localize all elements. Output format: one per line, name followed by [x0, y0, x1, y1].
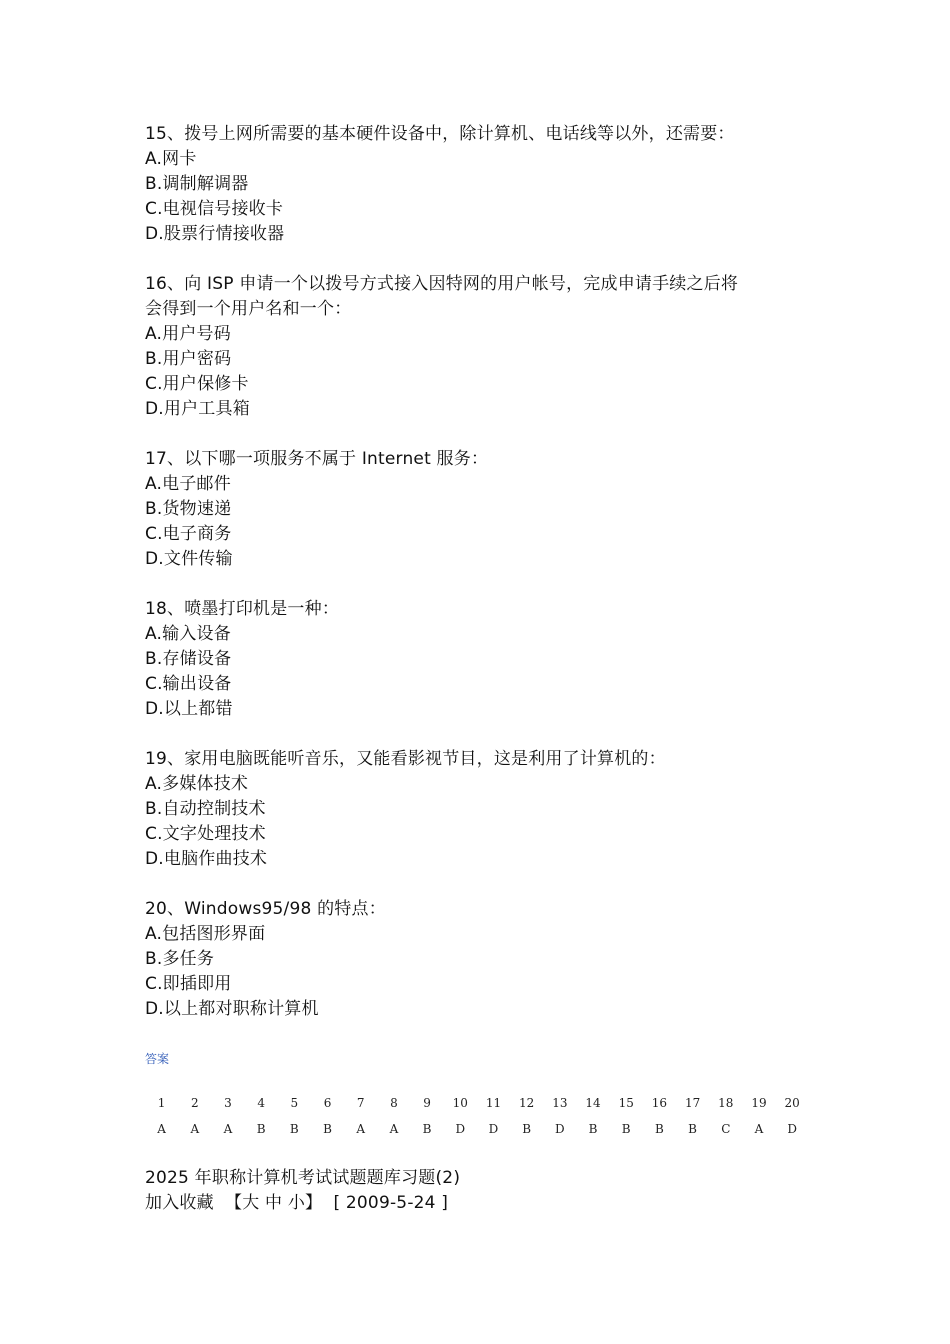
option-c: C.用户保修卡	[145, 374, 249, 394]
font-size-selector[interactable]: 【大 中 小】	[225, 1193, 323, 1213]
option-d: D.文件传输	[145, 549, 233, 569]
question-15	[145, 122, 825, 247]
answer-letter-cell: D	[555, 1122, 565, 1136]
answer-letter-cell: A	[190, 1122, 200, 1136]
answer-letter-cell: B	[522, 1122, 532, 1136]
answer-letter-cell: B	[422, 1122, 432, 1136]
answer-letter-cell: B	[323, 1122, 332, 1136]
answer-number-cell: 2	[190, 1096, 199, 1110]
option-b: B.自动控制技术	[145, 799, 266, 819]
answer-number-cell: 14	[585, 1096, 601, 1110]
option-b: B.存储设备	[145, 649, 232, 669]
option-b: B.用户密码	[145, 349, 232, 369]
article-footer	[145, 1166, 825, 1216]
question-17	[145, 447, 825, 572]
answer-number-cell: 1	[157, 1096, 166, 1110]
answer-letter-cell: C	[721, 1122, 731, 1136]
question-19	[145, 747, 825, 872]
answer-number-cell: 11	[485, 1096, 502, 1110]
answer-letter-cell: B	[256, 1122, 266, 1136]
option-b: B.多任务	[145, 949, 215, 969]
question-20	[145, 897, 825, 1022]
option-b: B.调制解调器	[145, 174, 249, 194]
answer-letter-cell: A	[754, 1122, 764, 1136]
answer-number-cell: 4	[257, 1096, 265, 1110]
answer-number-cell: 3	[224, 1096, 232, 1110]
answer-letter-cell: A	[223, 1122, 233, 1136]
option-a: A.网卡	[145, 149, 197, 169]
option-d: D.以上都错	[145, 699, 233, 719]
option-d: D.电脑作曲技术	[145, 849, 268, 869]
answer-number-cell: 12	[519, 1096, 535, 1110]
answer-letter-cell: A	[389, 1122, 399, 1136]
publish-date: [ 2009-5-24 ]	[333, 1193, 449, 1213]
answer-letter-cell: B	[621, 1122, 631, 1136]
option-a: A.包括图形界面	[145, 924, 266, 944]
answer-number-cell: 9	[423, 1096, 431, 1110]
answer-link[interactable]: 答案	[145, 1052, 170, 1066]
question-stem-line-1: 16、向 ISP 申请一个以拨号方式接入因特网的用户帐号，完成申请手续之后将	[145, 274, 739, 294]
answer-number-cell: 5	[290, 1096, 299, 1110]
question-stem: 19、家用电脑既能听音乐，又能看影视节目，这是利用了计算机的：	[145, 749, 666, 769]
answer-letter-cell: B	[588, 1122, 598, 1136]
option-a: A.多媒体技术	[145, 774, 249, 794]
answer-number-cell: 17	[684, 1096, 701, 1110]
answer-letter-cell: D	[455, 1122, 466, 1136]
question-18	[145, 597, 825, 722]
article-title: 2025 年职称计算机考试试题题库习题(2)	[145, 1168, 461, 1188]
answer-letter-cell: B	[289, 1122, 299, 1136]
option-d: D.以上都对职称计算机	[145, 999, 319, 1019]
option-c: C.即插即用	[145, 974, 232, 994]
answer-key-table	[145, 1090, 809, 1142]
option-a: A.电子邮件	[145, 474, 231, 494]
option-a: A.输入设备	[145, 624, 231, 644]
question-list	[145, 122, 825, 1069]
question-stem: 18、喷墨打印机是一种：	[145, 599, 340, 619]
option-d: D.用户工具箱	[145, 399, 250, 419]
answer-number-cell: 6	[323, 1096, 332, 1110]
option-c: C.文字处理技术	[145, 824, 266, 844]
option-a: A.用户号码	[145, 324, 231, 344]
answer-letter-row	[145, 1116, 809, 1142]
answer-number-cell: 16	[651, 1096, 668, 1110]
answer-number-cell: 8	[390, 1096, 398, 1110]
answer-number-row	[145, 1090, 809, 1116]
question-stem: 15、拨号上网所需要的基本硬件设备中，除计算机、电话线等以外，还需要：	[145, 124, 735, 144]
option-c: C.输出设备	[145, 674, 232, 694]
question-16	[145, 272, 825, 422]
answer-number-cell: 18	[718, 1096, 734, 1110]
answer-letter-cell: D	[488, 1122, 499, 1136]
option-c: C.电视信号接收卡	[145, 199, 284, 219]
answer-letter-cell: B	[688, 1122, 697, 1136]
answer-letter-cell: B	[654, 1122, 664, 1136]
option-c: C.电子商务	[145, 524, 232, 544]
question-stem: 17、以下哪一项服务不属于 Internet 服务：	[145, 449, 489, 469]
answer-number-cell: 15	[618, 1096, 634, 1110]
answer-letter-cell: D	[787, 1122, 797, 1136]
answer-number-cell: 19	[751, 1096, 767, 1110]
add-favorite-link[interactable]: 加入收藏	[145, 1193, 214, 1213]
answer-number-cell: 7	[356, 1096, 365, 1110]
question-stem: 20、Windows95/98 的特点：	[145, 899, 386, 919]
article-meta	[145, 1191, 825, 1216]
option-b: B.货物速递	[145, 499, 232, 519]
question-stem-line-2: 会得到一个用户名和一个：	[145, 299, 352, 319]
answer-number-cell: 10	[452, 1096, 468, 1110]
answer-number-cell: 20	[784, 1096, 800, 1110]
option-d: D.股票行情接收器	[145, 224, 285, 244]
answer-letter-cell: A	[356, 1122, 366, 1136]
answer-letter-cell: A	[157, 1122, 166, 1136]
answer-number-cell: 13	[552, 1096, 568, 1110]
